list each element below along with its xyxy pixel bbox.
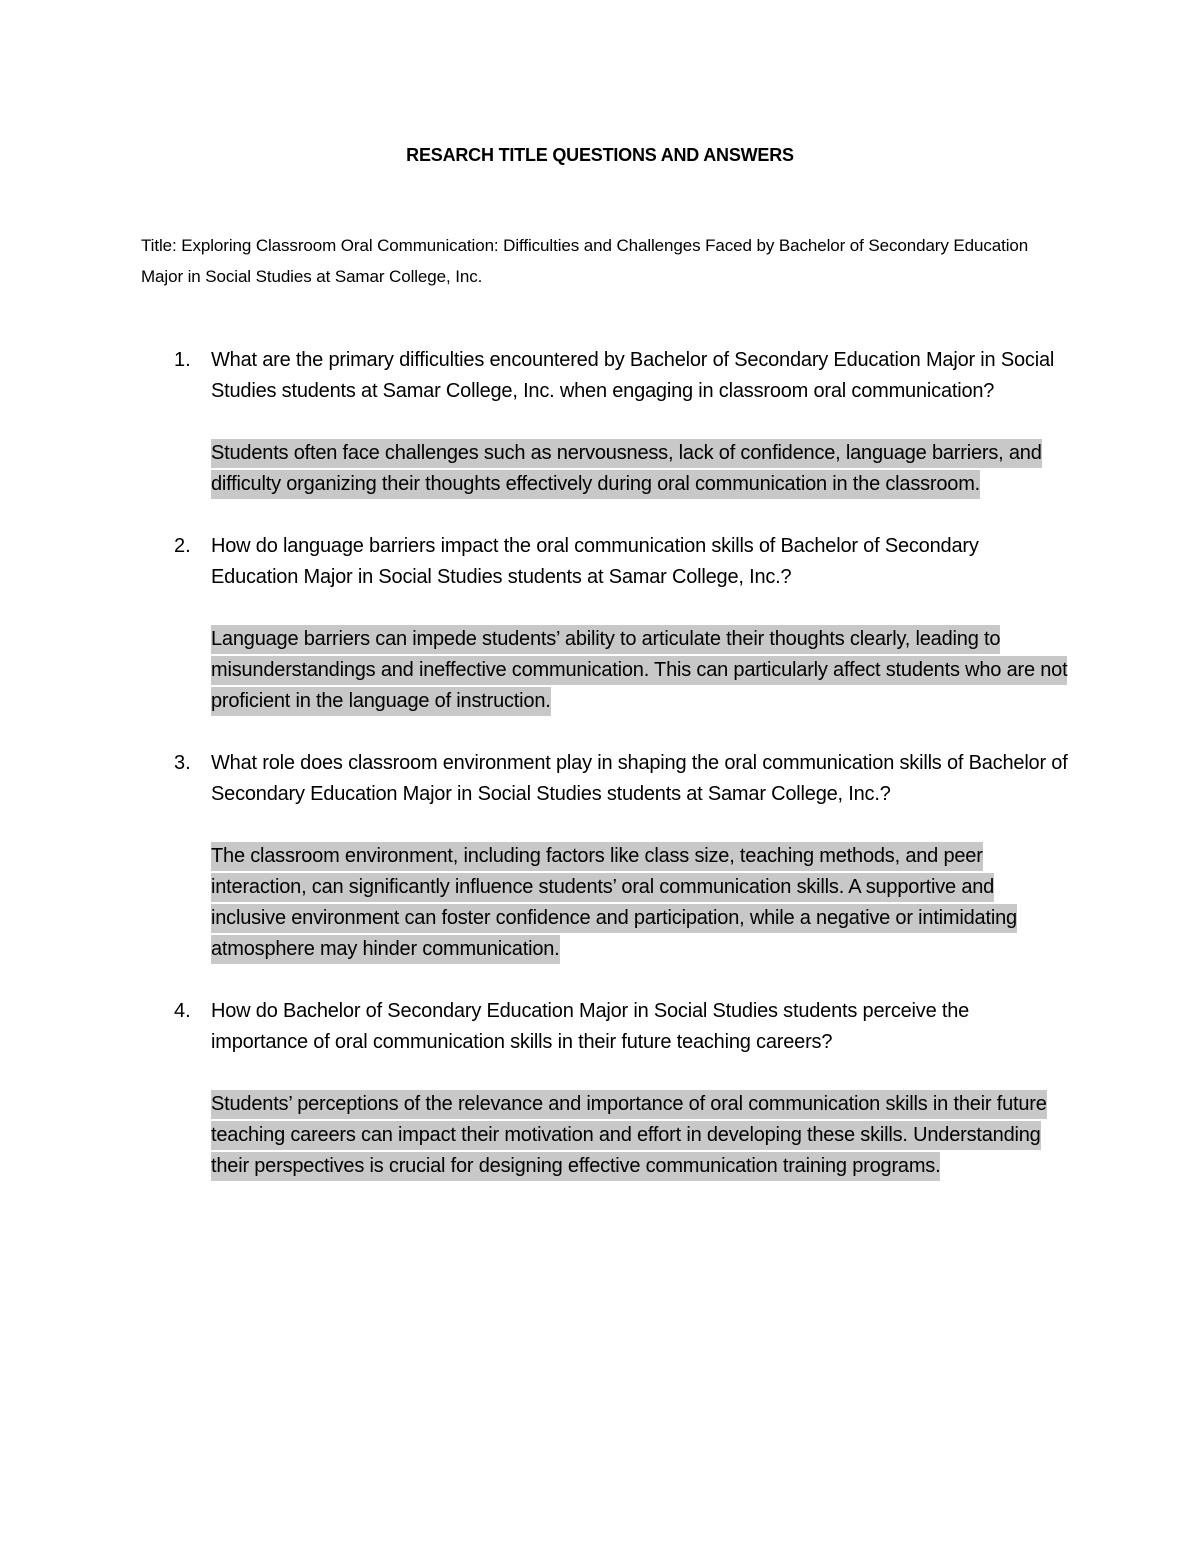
answer-block: [211, 841, 1071, 965]
question-text: How do Bachelor of Secondary Education Major in Social Studies students perceive the importance of oral communication skills in their future teaching careers?: [211, 1000, 970, 1053]
list-item: [0, 748, 1200, 965]
question-number: 3.: [174, 752, 191, 774]
answer-block: [211, 438, 1071, 500]
question-number: 1.: [174, 349, 191, 371]
qa-list: [0, 345, 1200, 1213]
question-text: What role does classroom environment play in shaping the oral communication skills of Bachelor of Secondary Education Major in Social Studies students at Samar College, Inc.?: [211, 752, 1068, 805]
answer-text: Students’ perceptions of the relevance and importance of oral communication skills in their future teaching careers can impact their motivation and effort in developing these skills. Understanding their perspectives is crucial for designing effective communication training programs.: [211, 1090, 1047, 1181]
list-item: [0, 531, 1200, 717]
page-title: RESARCH TITLE QUESTIONS AND ANSWERS: [406, 145, 794, 165]
answer-text: Students often face challenges such as nervousness, lack of confidence, language barriers, and difficulty organizing their thoughts effectively during oral communication in the classroom.: [211, 439, 1042, 499]
question-text: What are the primary difficulties encountered by Bachelor of Secondary Education Major in Social Studies students at Samar College, Inc. when engaging in classroom oral communication?: [211, 349, 1055, 402]
answer-text: Language barriers can impede students’ ability to articulate their thoughts clearly, leading to misunderstandings and ineffective communication. This can particularly affect students who are not proficient in the language of instruction.: [211, 625, 1067, 716]
question-number: 4.: [174, 1000, 191, 1022]
list-item: [0, 345, 1200, 500]
question-number: 2.: [174, 535, 191, 557]
research-title: Title: Exploring Classroom Oral Communication: Difficulties and Challenges Faced by Bachelor of Secondary Education Major in Social Studies at Samar College, Inc.: [141, 236, 1029, 286]
answer-block: [211, 624, 1071, 717]
answer-text: The classroom environment, including factors like class size, teaching methods, and peer interaction, can significantly influence students’ oral communication skills. A supportive and inclusive environment can foster confidence and participation, while a negative or intimidating atmosphere may hinder communication.: [211, 842, 1017, 964]
list-item: [0, 996, 1200, 1182]
answer-block: [211, 1089, 1071, 1182]
question-text: How do language barriers impact the oral communication skills of Bachelor of Secondary Education Major in Social Studies students at Samar College, Inc.?: [211, 535, 979, 588]
